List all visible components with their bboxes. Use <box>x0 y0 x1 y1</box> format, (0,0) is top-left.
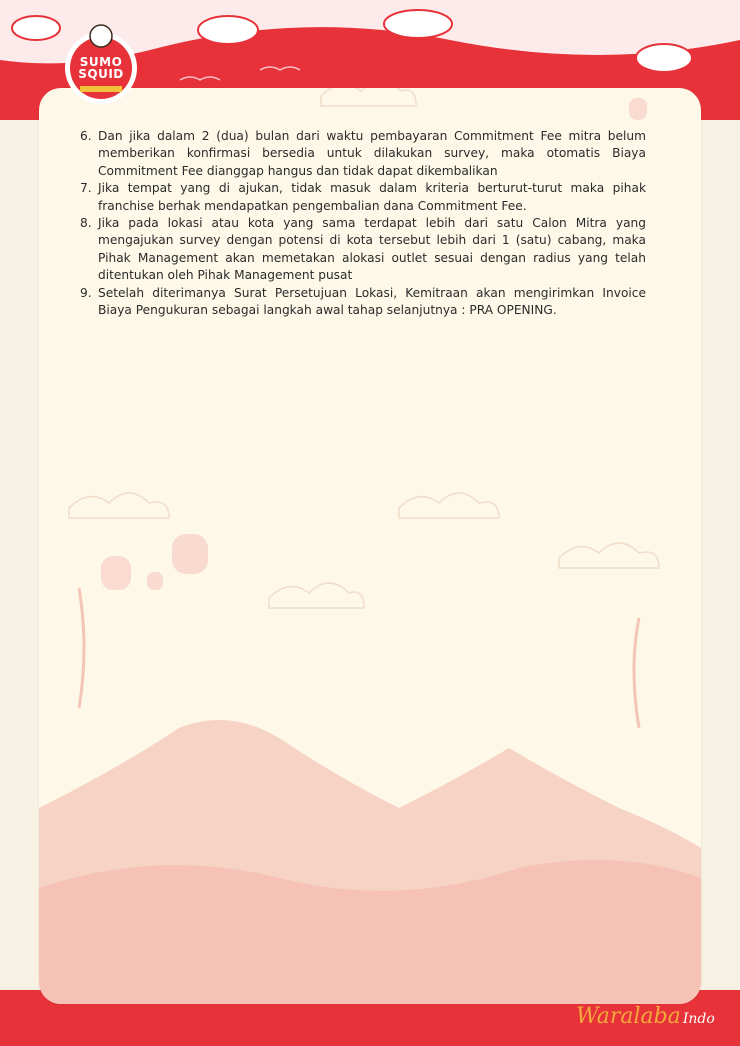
watermark-main: Waralaba <box>576 1004 681 1029</box>
item-text: Jika pada lokasi atau kota yang sama terdapat lebih dari satu Calon Mitra yang mengajukan survey dengan potensi di kota tersebut lebih dari 1 (satu) cabang, maka Pihak Management akan memetakan alokasi outlet sesuai dengan radius yang telah ditentukan oleh Pihak Management pusat <box>98 216 646 283</box>
logo-line-2: SQUID <box>78 67 124 81</box>
watermark-sub: Indo <box>682 1011 715 1027</box>
item-number: 9. <box>80 285 92 300</box>
item-text: Jika tempat yang di ajukan, tidak masuk dalam kriteria berturut-turut maka pihak franchise berhak mendapatkan pengembalian dana Commitment Fee. <box>98 181 646 213</box>
item-number: 7. <box>80 181 92 196</box>
item-text: Dan jika dalam 2 (dua) bulan dari waktu pembayaran Commitment Fee mitra belum memberikan konfirmasi bersedia untuk dilakukan survey, maka otomatis Biaya Commitment Fee dianggap hangus dan tidak dapat dikembalikan <box>98 129 646 178</box>
waralaba-watermark <box>576 1004 715 1029</box>
list-item <box>80 128 646 180</box>
list-item <box>80 215 646 285</box>
terms-list <box>80 128 646 319</box>
list-item <box>80 180 646 215</box>
logo-line-1: SUMO <box>79 55 123 69</box>
item-text: Setelah diterimanya Surat Persetujuan Lokasi, Kemitraan akan mengirimkan Invoice Biaya Pengukuran sebagai langkah awal tahap selanjutnya : PRA OPENING. <box>98 285 646 318</box>
list-item <box>80 285 646 320</box>
brand-logo <box>72 56 130 80</box>
item-number: 6. <box>80 129 92 143</box>
item-number: 8. <box>80 216 92 231</box>
